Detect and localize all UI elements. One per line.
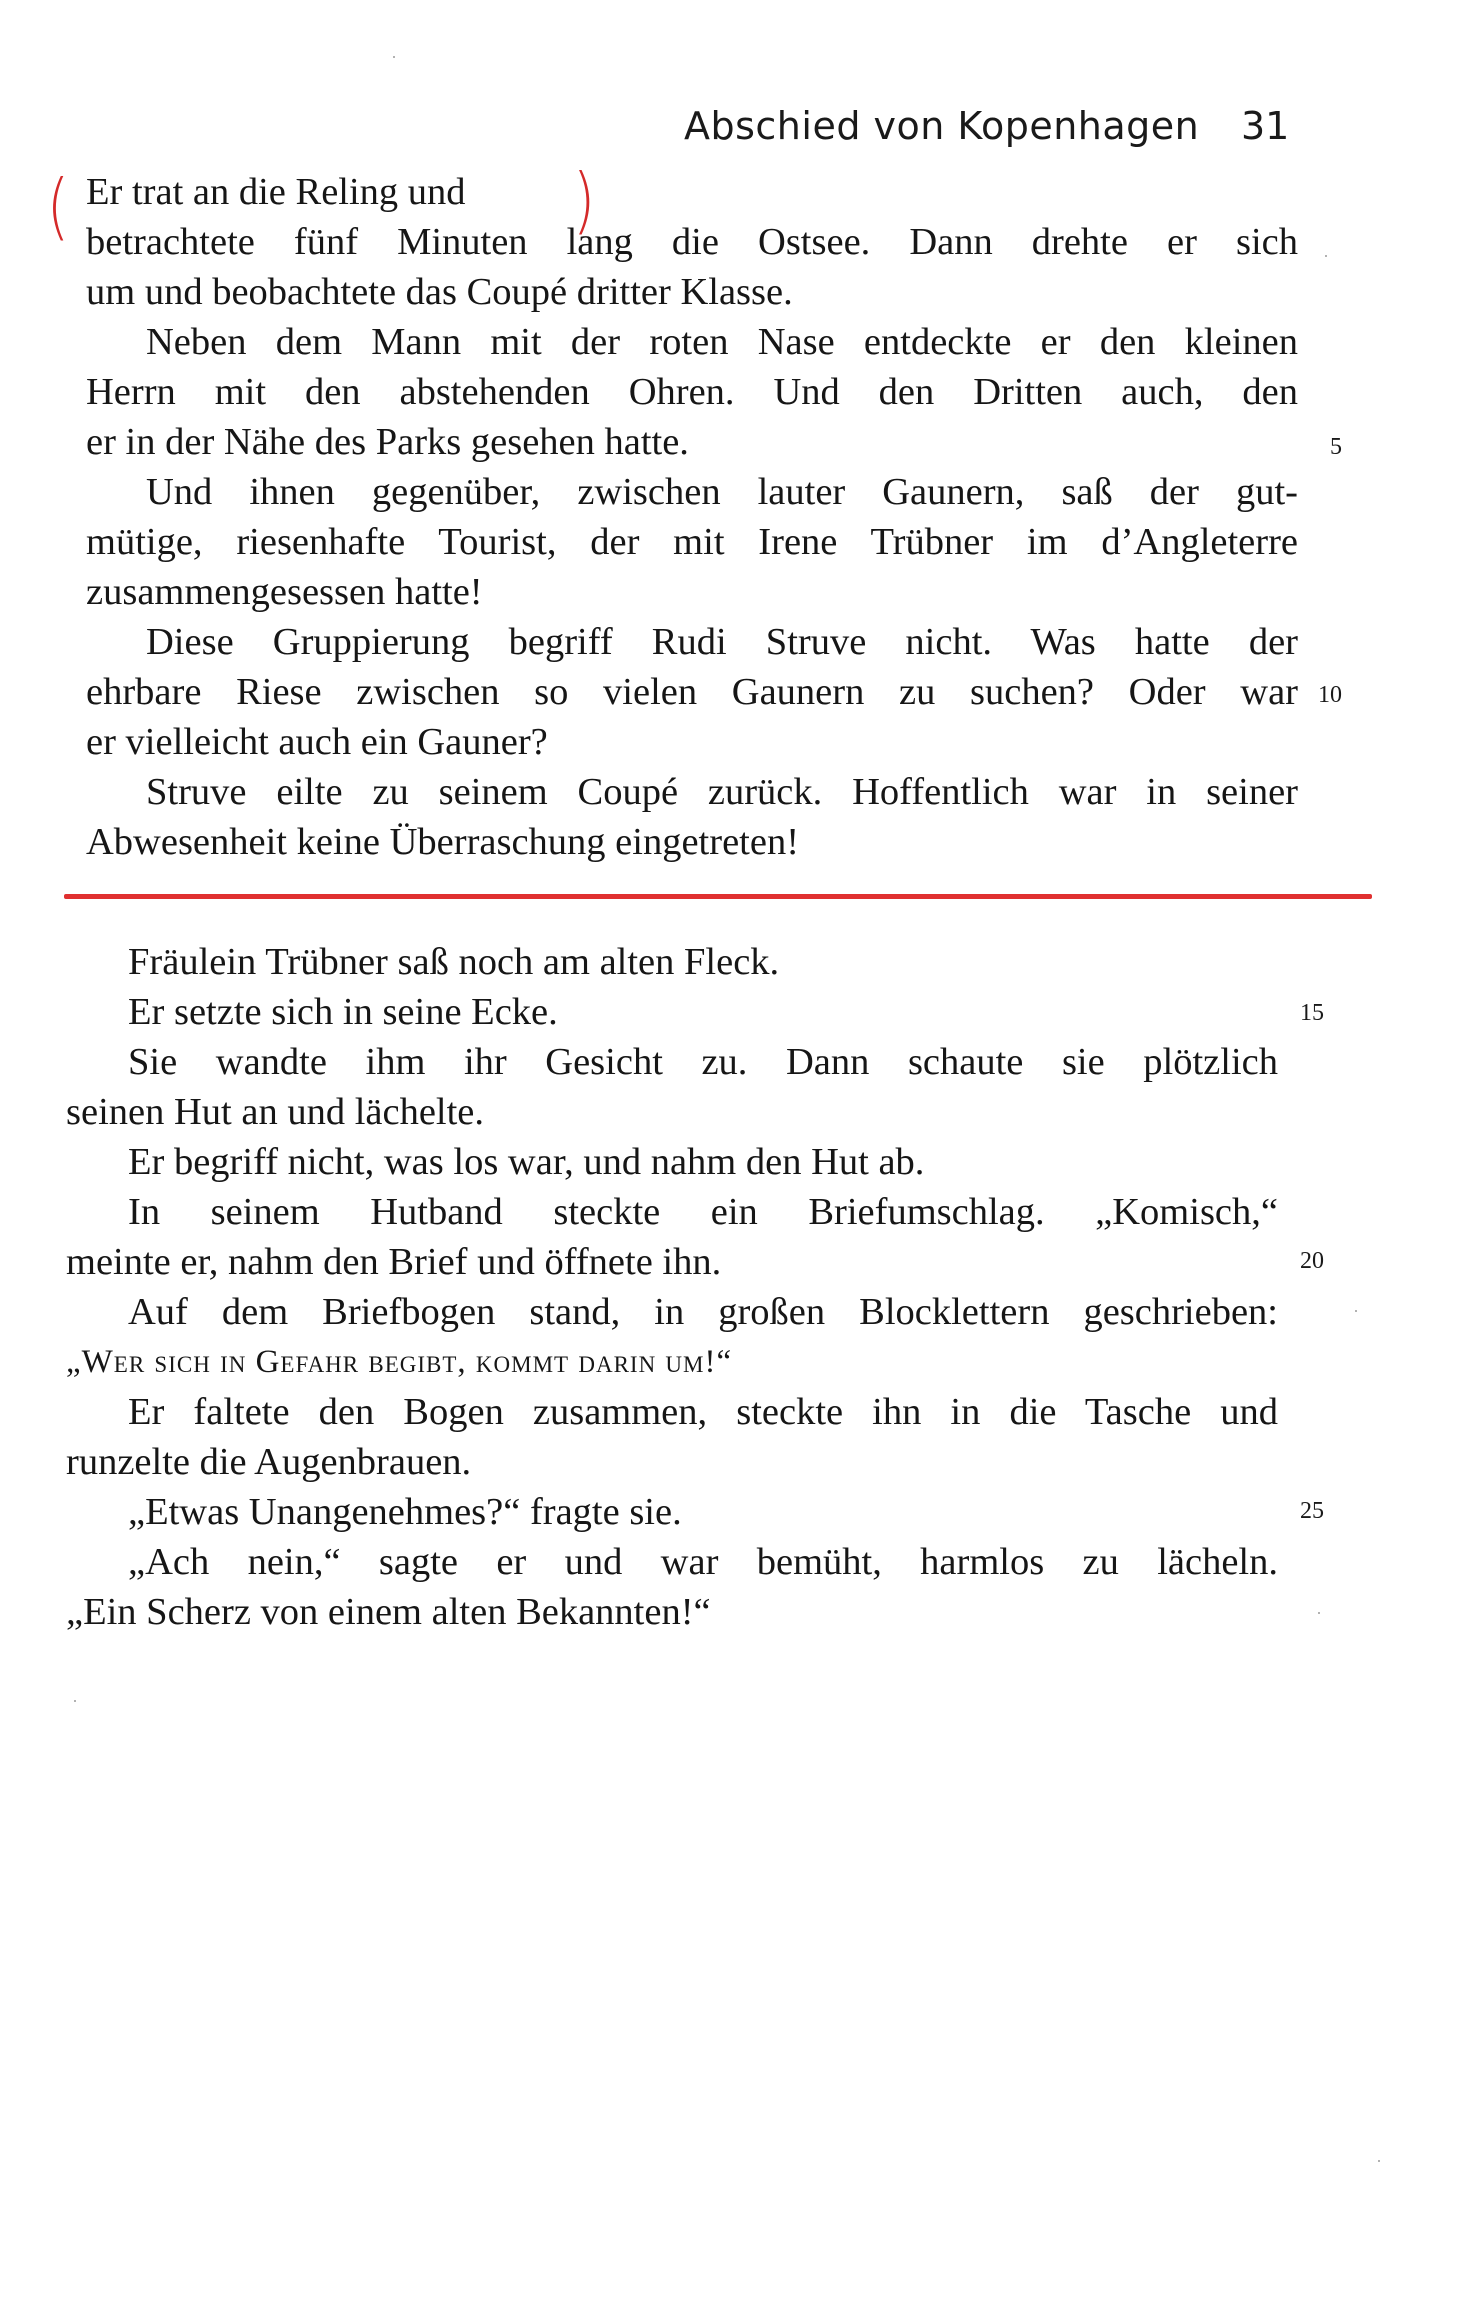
text-line: „Ach nein,“ sagte er und war bemüht, harmlos zu lächeln. [128, 1541, 1278, 1583]
running-header-title: Abschied von Kopenhagen [684, 104, 1200, 148]
text-line: Abwesenheit keine Überraschung eingetreten! [86, 821, 800, 863]
line-number: 5 [1330, 434, 1342, 460]
line-number: 10 [1318, 682, 1342, 708]
text-line: mütige, riesenhafte Tourist, der mit Irene Trübner im d’Angleterre [86, 521, 1298, 563]
page-number: 31 [1241, 104, 1290, 148]
paper-speck [1355, 1310, 1357, 1312]
text-line: er in der Nähe des Parks gesehen hatte. [86, 421, 689, 463]
text-line: ehrbare Riese zwischen so vielen Gaunern zu suchen? Oder war [86, 671, 1298, 713]
text-line: seinen Hut an und lächelte. [66, 1091, 485, 1133]
text-line: zusammengesessen hatte! [86, 571, 483, 613]
text-line: Er faltete den Bogen zusammen, steckte ihn in die Tasche und [128, 1391, 1278, 1433]
text-line: Auf dem Briefbogen stand, in großen Blocklettern geschrieben: [128, 1291, 1278, 1333]
line-number: 25 [1300, 1498, 1324, 1524]
text-line: er vielleicht auch ein Gauner? [86, 721, 548, 763]
text-line: Herrn mit den abstehenden Ohren. Und den Dritten auch, den [86, 371, 1298, 413]
text-line: Und ihnen gegenüber, zwischen lauter Gaunern, saß der gut- [146, 471, 1298, 513]
paper-speck [1378, 2160, 1380, 2162]
line-number: 20 [1300, 1248, 1324, 1274]
text-line: betrachtete fünf Minuten lang die Ostsee. Dann drehte er sich [86, 221, 1298, 263]
text-line: meinte er, nahm den Brief und öffnete ihn. [66, 1241, 722, 1283]
red-open-bracket-mark: ( [46, 164, 70, 248]
paper-speck [1318, 1612, 1320, 1614]
red-close-bracket-mark: ) [572, 158, 596, 242]
paper-speck [74, 1700, 76, 1702]
text-line: Fräulein Trübner saß noch am alten Fleck. [128, 941, 780, 983]
text-line: Sie wandte ihm ihr Gesicht zu. Dann schaute sie plötzlich [128, 1041, 1278, 1083]
red-divider-line [64, 894, 1372, 899]
paper-speck [1325, 255, 1327, 257]
text-line: um und beobachtete das Coupé dritter Klasse. [86, 271, 793, 313]
text-line: runzelte die Augenbrauen. [66, 1441, 472, 1483]
line-number: 15 [1300, 1000, 1324, 1026]
paper-speck [393, 56, 395, 58]
text-line-smallcaps: „Wer sich in Gefahr begibt, kommt darin um!“ [66, 1344, 733, 1380]
text-line: Struve eilte zu seinem Coupé zurück. Hoffentlich war in seiner [146, 771, 1298, 813]
text-line: Diese Gruppierung begriff Rudi Struve nicht. Was hatte der [146, 621, 1298, 663]
text-line: Er begriff nicht, was los war, und nahm den Hut ab. [128, 1141, 925, 1183]
text-line: Neben dem Mann mit der roten Nase entdeckte er den kleinen [146, 321, 1298, 363]
text-line: Er setzte sich in seine Ecke. [128, 991, 558, 1033]
text-line: „Ein Scherz von einem alten Bekannten!“ [66, 1591, 711, 1633]
text-line: In seinem Hutband steckte ein Briefumschlag. „Komisch,“ [128, 1191, 1278, 1233]
text-line: „Etwas Unangenehmes?“ fragte sie. [128, 1491, 682, 1533]
text-line: Er trat an die Reling und [86, 171, 466, 213]
